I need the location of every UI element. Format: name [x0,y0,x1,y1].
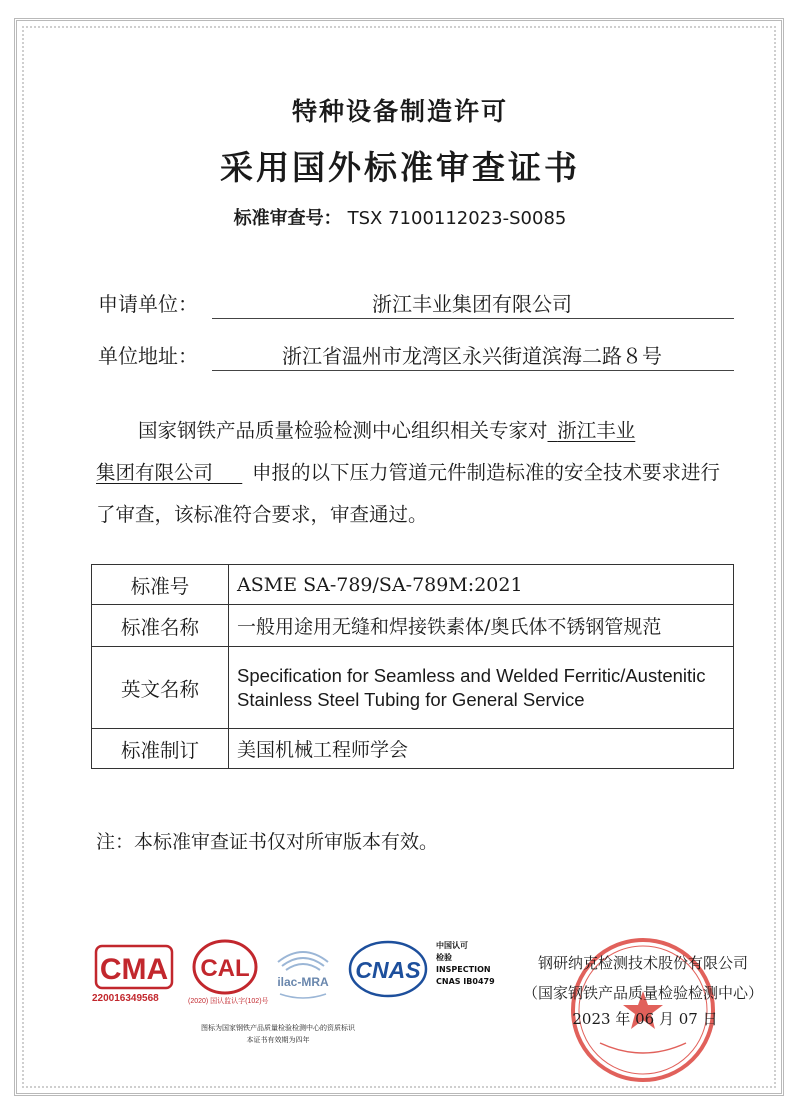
row-value: 美国机械工程师学会 [229,729,734,769]
row-value: ASME SA-789/SA-789M:2021 [229,565,734,605]
statement-part2: 申报的以下压力管道元件制造标准的安全技术要求进行了审查，该标准符合要求，审查通过。 [96,461,721,526]
cal-logo [190,938,260,996]
certificate-title-line2: 采用国外标准审查证书 [220,148,580,187]
cnas-inspection-text: 中国认可 检验 INSPECTION CNAS IB0479 [436,941,495,986]
ilac-logo-text: ilac-MRA [277,975,329,989]
applicant-value: 浙江丰业集团有限公司 [372,292,572,316]
cal-logo-text: CAL [200,955,250,982]
address-underline [212,370,734,371]
standard-table [91,564,734,769]
cma-code: 220016349568 [92,993,159,1004]
row-label: 英文名称 [92,647,229,729]
issuer [518,948,768,1008]
applicant-label: 申请单位： [98,292,198,316]
issue-date: 2023 年 06 月 07 日 [572,1010,718,1028]
cma-logo-text: CMA [99,953,169,986]
address-label: 单位地址： [98,344,198,368]
address-value: 浙江省温州市龙湾区永兴街道滨海二路８号 [282,344,662,368]
issuer-name: 钢研纳克检测技术股份有限公司 [537,954,748,972]
review-number-value: TSX 7100112023-S0085 [347,208,567,229]
table-row [92,647,734,729]
issuer-center: （国家钢铁产品质量检验检测中心） [522,984,763,1002]
table-row [92,605,734,647]
row-value: 一般用途用无缝和焊接铁素体/奥氏体不锈钢管规范 [229,605,734,647]
review-number [0,204,800,230]
cnas-logo [346,938,430,1000]
review-number-label: 标准审查号： [233,208,342,229]
row-label: 标准名称 [92,605,229,647]
qualification-footnote: 图标为国家钢铁产品质量检验检测中心的资质标识 本证书有效期为四年 [201,1024,355,1044]
table-row [92,565,734,605]
statement-part1: 国家钢铁产品质量检验检测中心组织相关专家对 [138,419,548,442]
applicant-underline [212,318,734,319]
statement-company: 浙江丰业 集团有限公司 [96,419,636,484]
table-row [92,729,734,769]
certificate-title-line1: 特种设备制造许可 [291,97,508,126]
review-statement [96,410,736,536]
cal-code: (2020) 国认监认字(102)号 [188,998,269,1005]
row-value: Specification for Seamless and Welded Ferritic/Austenitic Stainless Steel Tubing for General Service [229,647,734,729]
row-label: 标准制订 [92,729,229,769]
row-label: 标准号 [92,565,229,605]
cnas-logo-text: CNAS [355,957,421,983]
cma-logo [94,942,174,992]
validity-note: 注：本标准审查证书仅对所审版本有效。 [96,831,439,853]
ilac-mra-logo [268,940,338,1002]
